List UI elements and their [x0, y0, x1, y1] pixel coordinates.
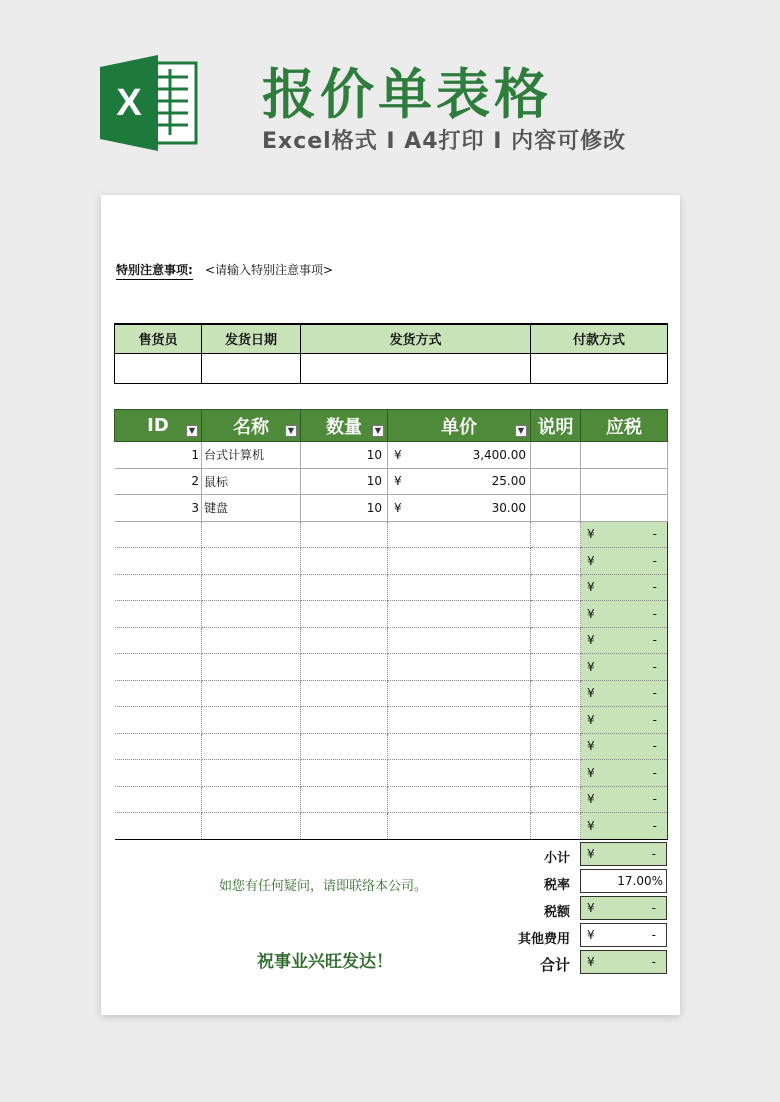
currency-symbol: ¥: [587, 580, 595, 595]
item-id[interactable]: [115, 574, 202, 601]
notes-input[interactable]: <请输入特别注意事项>: [205, 263, 334, 277]
item-name[interactable]: [202, 627, 301, 654]
subtotal-value[interactable]: ¥ -: [580, 842, 667, 866]
currency-symbol: ¥: [394, 447, 402, 462]
item-description[interactable]: [531, 654, 581, 681]
table-row: [115, 601, 668, 628]
item-id[interactable]: [115, 786, 202, 813]
item-id[interactable]: [115, 813, 202, 840]
tax-amount-label: 税额: [543, 905, 570, 920]
item-id[interactable]: 3: [115, 495, 202, 522]
header-salesperson: 售货员: [115, 324, 202, 353]
header-id: ID ▼: [115, 410, 202, 442]
currency-symbol: ¥: [587, 818, 595, 833]
currency-symbol: ¥: [587, 553, 595, 568]
tax-rate-value[interactable]: 17.00%: [580, 869, 667, 893]
item-taxable[interactable]: [581, 442, 668, 469]
item-unit-price[interactable]: [388, 707, 531, 734]
table-row: [115, 548, 668, 575]
item-unit-price[interactable]: [388, 548, 531, 575]
currency-symbol: ¥: [587, 765, 595, 780]
item-description[interactable]: [531, 813, 581, 840]
item-unit-price[interactable]: [388, 601, 531, 628]
item-quantity[interactable]: 10: [301, 495, 388, 522]
item-description[interactable]: [531, 707, 581, 734]
item-name[interactable]: 鼠标: [202, 468, 301, 495]
item-taxable[interactable]: [581, 468, 668, 495]
item-name[interactable]: [202, 601, 301, 628]
item-taxable[interactable]: ¥ -: [581, 548, 668, 575]
item-taxable[interactable]: ¥ -: [581, 707, 668, 734]
table-row: [115, 680, 668, 707]
item-quantity[interactable]: [301, 813, 388, 840]
item-taxable[interactable]: ¥ -: [581, 813, 668, 840]
item-taxable[interactable]: ¥ -: [581, 760, 668, 787]
item-quantity[interactable]: [301, 654, 388, 681]
item-description[interactable]: [531, 548, 581, 575]
currency-symbol: ¥: [394, 474, 402, 489]
item-quantity[interactable]: [301, 574, 388, 601]
item-unit-price[interactable]: ¥ 25.00: [388, 468, 531, 495]
currency-symbol: ¥: [587, 606, 595, 621]
item-id[interactable]: [115, 680, 202, 707]
header-unit-price: 单价 ▼: [388, 410, 531, 442]
item-quantity[interactable]: [301, 627, 388, 654]
item-quantity[interactable]: [301, 601, 388, 628]
tax-rate-label: 税率: [543, 878, 570, 893]
item-name[interactable]: [202, 521, 301, 548]
header-quantity: 数量 ▼: [301, 410, 388, 442]
item-quantity[interactable]: [301, 680, 388, 707]
item-id[interactable]: [115, 627, 202, 654]
item-taxable[interactable]: ¥ -: [581, 521, 668, 548]
subtotal-label: 小计: [543, 851, 570, 866]
item-taxable[interactable]: ¥ -: [581, 654, 668, 681]
item-unit-price[interactable]: [388, 574, 531, 601]
item-description[interactable]: [531, 760, 581, 787]
item-description[interactable]: [531, 574, 581, 601]
filter-dropdown-icon[interactable]: ▼: [372, 425, 384, 437]
total-label: 合计: [539, 956, 570, 974]
total-value[interactable]: ¥ -: [580, 950, 667, 974]
item-unit-price[interactable]: [388, 813, 531, 840]
greeting-text: 祝事业兴旺发达！: [257, 952, 393, 972]
header-description: 说明: [531, 410, 581, 442]
item-quantity[interactable]: [301, 786, 388, 813]
item-id[interactable]: [115, 601, 202, 628]
contact-note: 如您有任何疑问，请即联络本公司。: [219, 879, 428, 894]
item-description[interactable]: [531, 495, 581, 522]
table-row: [115, 574, 668, 601]
currency-symbol: ¥: [587, 686, 595, 701]
item-unit-price[interactable]: [388, 654, 531, 681]
table-row: [115, 442, 668, 469]
item-name[interactable]: [202, 760, 301, 787]
currency-symbol: ¥: [587, 712, 595, 727]
item-id[interactable]: [115, 707, 202, 734]
item-name[interactable]: [202, 548, 301, 575]
item-description[interactable]: [531, 521, 581, 548]
item-quantity[interactable]: [301, 521, 388, 548]
item-description[interactable]: [531, 627, 581, 654]
filter-dropdown-icon[interactable]: ▼: [515, 425, 527, 437]
header-taxable: 应税: [581, 410, 668, 442]
table-row: [115, 468, 668, 495]
item-name[interactable]: [202, 813, 301, 840]
item-description[interactable]: [531, 601, 581, 628]
table-row: [115, 760, 668, 787]
item-name[interactable]: 键盘: [202, 495, 301, 522]
quotation-sheet: [101, 195, 680, 1015]
item-name[interactable]: [202, 786, 301, 813]
item-name[interactable]: [202, 733, 301, 760]
other-fees-value[interactable]: ¥ -: [580, 923, 667, 947]
item-id[interactable]: 2: [115, 468, 202, 495]
item-id[interactable]: [115, 521, 202, 548]
item-quantity[interactable]: [301, 548, 388, 575]
header-name: 名称 ▼: [202, 410, 301, 442]
item-id[interactable]: [115, 654, 202, 681]
item-taxable[interactable]: ¥ -: [581, 786, 668, 813]
item-unit-price[interactable]: [388, 786, 531, 813]
item-description[interactable]: [531, 442, 581, 469]
salesperson-cell[interactable]: [115, 353, 202, 383]
table-row: [115, 495, 668, 522]
currency-symbol: ¥: [587, 792, 595, 807]
item-taxable[interactable]: ¥ -: [581, 627, 668, 654]
header-ship-method: 发货方式: [301, 324, 531, 353]
excel-logo-icon: [100, 55, 200, 151]
table-row: [115, 654, 668, 681]
shipping-table: [114, 323, 668, 384]
ship-method-cell[interactable]: [301, 353, 531, 383]
currency-symbol: ¥: [587, 659, 595, 674]
currency-symbol: ¥: [394, 500, 402, 515]
item-taxable[interactable]: [581, 495, 668, 522]
item-unit-price[interactable]: ¥ 3,400.00: [388, 442, 531, 469]
item-name[interactable]: 台式计算机: [202, 442, 301, 469]
item-taxable[interactable]: ¥ -: [581, 680, 668, 707]
item-quantity[interactable]: [301, 707, 388, 734]
item-taxable[interactable]: ¥ -: [581, 601, 668, 628]
header-ship-date: 发货日期: [202, 324, 301, 353]
item-quantity[interactable]: [301, 733, 388, 760]
tax-amount-value[interactable]: ¥ -: [580, 896, 667, 920]
item-id[interactable]: [115, 760, 202, 787]
item-taxable[interactable]: ¥ -: [581, 574, 668, 601]
item-description[interactable]: [531, 468, 581, 495]
item-quantity[interactable]: 10: [301, 442, 388, 469]
item-description[interactable]: [531, 680, 581, 707]
item-unit-price[interactable]: [388, 760, 531, 787]
other-fees-label: 其他费用: [517, 932, 570, 947]
header-payment-method: 付款方式: [531, 324, 668, 353]
ship-date-cell[interactable]: [202, 353, 301, 383]
payment-method-cell[interactable]: [531, 353, 668, 383]
items-table: [114, 409, 668, 840]
svg-text:X: X: [116, 82, 142, 124]
item-id[interactable]: [115, 548, 202, 575]
table-row: [115, 521, 668, 548]
item-description[interactable]: [531, 733, 581, 760]
item-unit-price[interactable]: [388, 521, 531, 548]
item-quantity[interactable]: [301, 760, 388, 787]
table-row: [115, 627, 668, 654]
item-unit-price[interactable]: [388, 627, 531, 654]
table-row: [115, 707, 668, 734]
item-id[interactable]: 1: [115, 442, 202, 469]
table-row: [115, 786, 668, 813]
currency-symbol: ¥: [587, 633, 595, 648]
item-unit-price[interactable]: [388, 733, 531, 760]
page-title: 报价单表格: [262, 63, 552, 126]
filter-dropdown-icon[interactable]: ▼: [186, 425, 198, 437]
notes-label: 特别注意事项:: [116, 261, 193, 280]
table-row: [115, 813, 668, 840]
currency-symbol: ¥: [587, 527, 595, 542]
item-unit-price[interactable]: [388, 680, 531, 707]
item-taxable[interactable]: ¥ -: [581, 733, 668, 760]
item-name[interactable]: [202, 574, 301, 601]
item-unit-price[interactable]: ¥ 30.00: [388, 495, 531, 522]
item-id[interactable]: [115, 733, 202, 760]
filter-dropdown-icon[interactable]: ▼: [285, 425, 297, 437]
item-name[interactable]: [202, 654, 301, 681]
item-name[interactable]: [202, 707, 301, 734]
item-description[interactable]: [531, 786, 581, 813]
item-name[interactable]: [202, 680, 301, 707]
page-subtitle: Excel格式 I A4打印 I 内容可修改: [262, 129, 627, 154]
currency-symbol: ¥: [587, 739, 595, 754]
table-row: [115, 733, 668, 760]
item-quantity[interactable]: 10: [301, 468, 388, 495]
